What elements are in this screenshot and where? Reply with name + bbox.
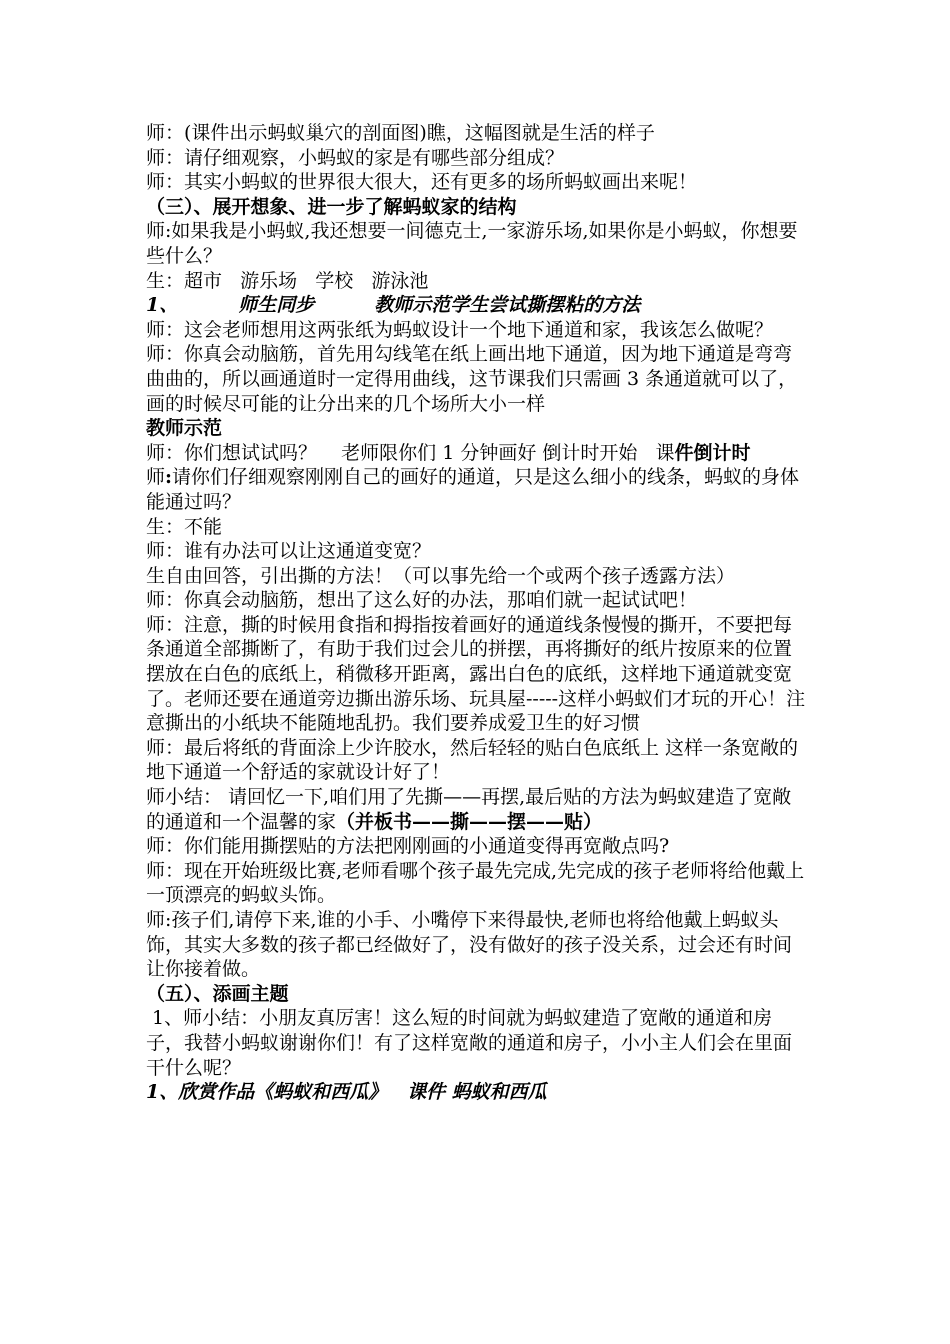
paragraph-20: 1、师小结：小朋友真厉害！这么短的时间就为蚂蚁建造了宽敞的通道和房子，我替小蚂蚁谢谢你们！有了这样宽敞的通道和房子，小小主人们会在里面干什么呢？ bbox=[146, 1007, 793, 1079]
paragraph-8-bold: 件倒计时 bbox=[674, 441, 751, 464]
paragraph-17: 师：你们能用撕摆贴的方法把刚刚画的小通道变得再宽敞点吗? bbox=[146, 835, 670, 858]
paragraph-5: 生：超市 游乐场 学校 游泳池 bbox=[146, 269, 429, 292]
paragraph-12: 生自由回答，引出撕的方法！（可以事先给一个或两个孩子透露方法） bbox=[146, 564, 736, 587]
paragraph-15: 师：最后将纸的背面涂上少许胶水，然后轻轻的贴白色底纸上 这样一条宽敞的地下通道一个舒适的家就设计好了！ bbox=[146, 736, 799, 784]
paragraph-9-colon: : bbox=[165, 466, 173, 489]
paragraph-6: 师：这会老师想用这两张纸为蚂蚁设计一个地下通道和家，我该怎么做呢？ bbox=[146, 318, 774, 341]
document-body bbox=[146, 121, 810, 1105]
teacher-demo-label: 教师示范 bbox=[146, 417, 223, 440]
paragraph-19: 师:孩子们,请停下来,谁的小手、小嘴停下来得最快,老师也将给他戴上蚂蚁头饰，其实大多数的孩子都已经做好了，没有做好的孩子没关系，过会还有时间让你接着做。 bbox=[146, 909, 793, 981]
paragraph-2: 师：请仔细观察，小蚂蚁的家是有哪些部分组成？ bbox=[146, 146, 565, 169]
paragraph-8 bbox=[146, 441, 810, 466]
paragraph-13: 师：你真会动脑筋，想出了这么好的办法，那咱们就一起试试吧！ bbox=[146, 589, 698, 612]
paragraph-1: 师：(课件出示蚂蚁巢穴的剖面图)瞧，这幅图就是生活的样子 bbox=[146, 122, 655, 144]
step-title: 师生同步 bbox=[238, 294, 315, 317]
step-number: 1、 bbox=[146, 294, 179, 317]
paragraph-9-text: 请你们仔细观察刚刚自己的画好的通道，只是这么细小的线条，蚂蚁的身体能通过吗？ bbox=[146, 466, 800, 513]
board-note: （并板书——撕——摆——贴） bbox=[336, 810, 603, 833]
paragraph-18: 师：现在开始班级比赛,老师看哪个孩子最先完成,先完成的孩子老师将给他戴上一顶漂亮的蚂蚁头饰。 bbox=[146, 859, 805, 907]
paragraph-8-text: 师：你们想试试吗？ 老师限你们 1 分钟画好 倒计时开始 课 bbox=[146, 441, 675, 464]
step-heading-1 bbox=[146, 293, 810, 318]
paragraph-16 bbox=[146, 785, 810, 834]
section-heading-5: （五）、添画主题 bbox=[146, 982, 289, 1005]
paragraph-16-text: 师小结： 请回忆一下,咱们用了先撕——再摆,最后贴的方法为蚂蚁建造了宽敞的通道和一个温馨的家 bbox=[146, 786, 792, 833]
paragraph-11: 师：谁有办法可以让这通道变宽？ bbox=[146, 540, 432, 563]
paragraph-3: 师：其实小蚂蚁的世界很大很大，还有更多的场所蚂蚁画出来呢！ bbox=[146, 171, 698, 194]
paragraph-10: 生：不能 bbox=[146, 515, 223, 538]
paragraph-7: 师：你真会动脑筋，首先用勾线笔在纸上画出地下通道，因为地下通道是弯弯曲曲的，所以画通道时一定得用曲线，这节课我们只需画 3 条通道就可以了，画的时候尽可能的让分出来的几个场所大小一样 bbox=[146, 343, 798, 415]
paragraph-9 bbox=[146, 465, 810, 514]
paragraph-9-speaker: 师 bbox=[146, 466, 166, 489]
paragraph-14: 师：注意，撕的时候用食指和拇指按着画好的通道线条慢慢的撕开，不要把每条通道全部撕断了，有助于我们过会儿的拼摆，再将撕好的纸片按原来的位置摆放在白色的底纸上，稍微移开距离，露出白色的底纸，这样地下通道就变宽了。老师还要在通道旁边撕出游乐场、玩具屋-----这样小蚂蚁们才玩的开心！注意撕出的小纸块不能随地乱扔。我们要养成爱卫生的好习惯 bbox=[146, 613, 806, 735]
step-subtitle: 教师示范学生尝试撕摆粘的方法 bbox=[374, 294, 641, 317]
paragraph-4: 师:如果我是小蚂蚁,我还想要一间德克士,一家游乐场,如果你是小蚂蚁，你想要些什么？ bbox=[146, 220, 798, 267]
section-heading-3: （三）、展开想象、进一步了解蚂蚁家的结构 bbox=[146, 195, 517, 218]
step-heading-2: 1、欣赏作品《蚂蚁和西瓜》 课件 蚂蚁和西瓜 bbox=[146, 1081, 547, 1104]
